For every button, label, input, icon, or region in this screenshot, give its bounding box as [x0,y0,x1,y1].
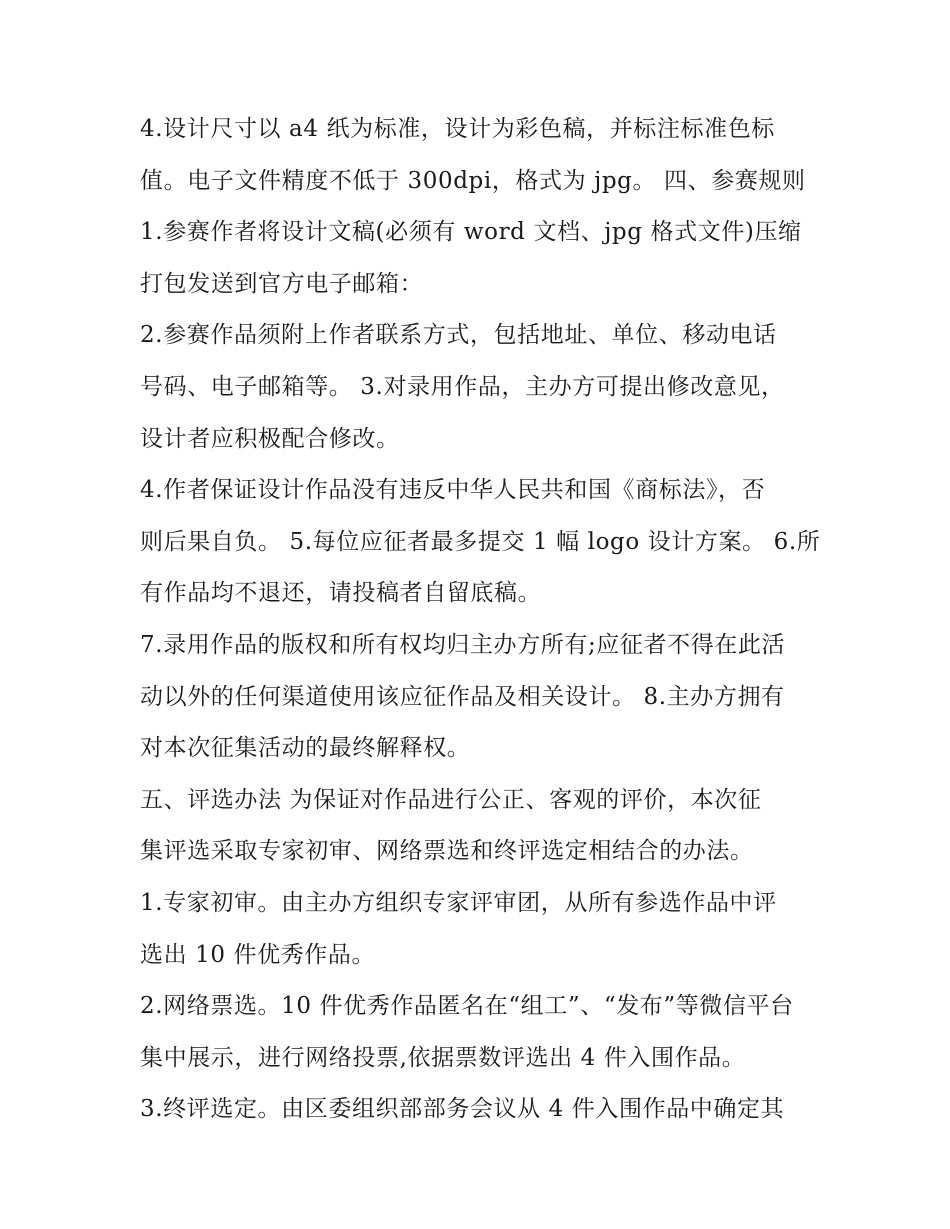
text-line: 五、评选办法 为保证对作品进行公正、客观的评价，本次征 [140,786,762,813]
text-line: 2.网络票选。10 件优秀作品匿名在“组工”、“发布”等微信平台 [140,993,794,1020]
text-line: 则后果自负。 5.每位应征者最多提交 1 幅 logo 设计方案。 6.所 [140,528,821,555]
text-line: 2.参赛作品须附上作者联系方式，包括地址、单位、移动电话 [140,322,777,349]
text-line: 集评选采取专家初审、网络票选和终评选定相结合的办法。 [140,838,754,865]
text-line: 3.终评选定。由区委组织部部务会议从 4 件入围作品中确定其 [140,1096,785,1123]
text-line: 选出 10 件优秀作品。 [140,941,376,968]
text-line: 动以外的任何渠道使用该应征作品及相关设计。 8.主办方拥有 [140,683,785,710]
text-line: 号码、电子邮箱等。 3.对录用作品，主办方可提出修改意见， [140,373,785,400]
text-line: 有作品均不退还，请投稿者自留底稿。 [140,580,542,607]
text-line: 对本次征集活动的最终解释权。 [140,735,471,762]
text-line: 7.录用作品的版权和所有权均归主办方所有;应征者不得在此活 [140,631,786,658]
text-line: 打包发送到官方电子邮箱： [140,270,424,297]
text-line: 设计者应积极配合修改。 [140,425,400,452]
text-line: 4.设计尺寸以 a4 纸为标准，设计为彩色稿，并标注标准色标 [140,116,775,142]
text-line: 1.专家初审。由主办方组织专家评审团，从所有参选作品中评 [140,889,777,916]
text-line: 集中展示，进行网络投票,依据票数评选出 4 件入围作品。 [140,1044,746,1071]
text-line: 值。电子文件精度不低于 300dpi，格式为 jpg。 四、参赛规则 [140,167,806,194]
text-line: 4.作者保证设计作品没有违反中华人民共和国《商标法》，否 [140,477,766,504]
text-line: 1.参赛作者将设计文稿(必须有 word 文档、jpg 格式文件)压缩 [140,219,802,246]
body-text [140,104,820,1136]
